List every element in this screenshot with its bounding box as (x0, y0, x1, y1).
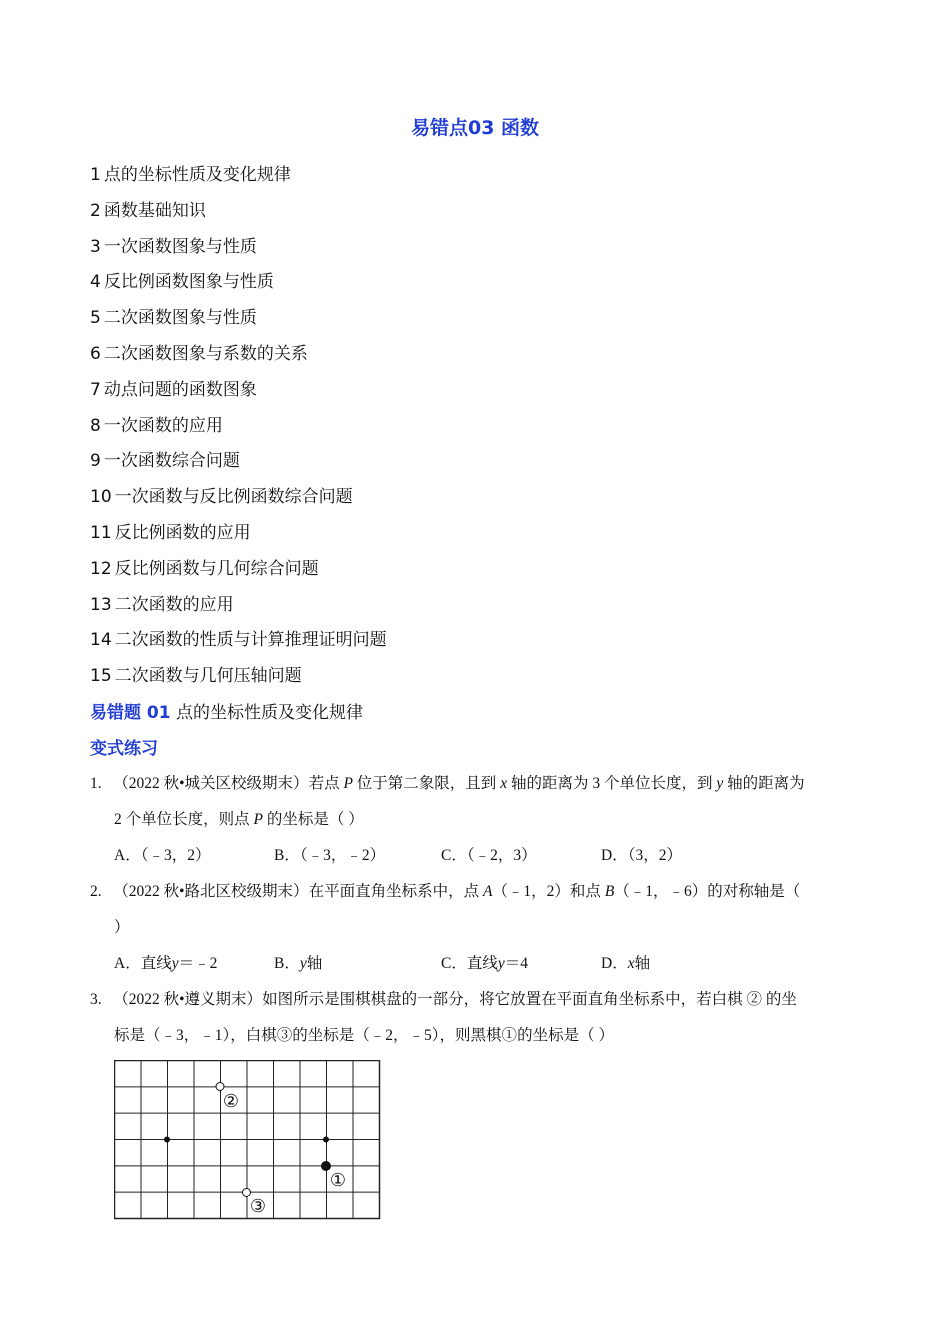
topic-number: 5 (90, 308, 101, 329)
question-1-options (90, 838, 865, 874)
option-d[interactable]: D．（3，2） (601, 847, 682, 864)
question-3-line-2: 标是（﹣3，﹣1），白棋③的坐标是（﹣2，﹣5），则黑棋①的坐标是（ ） (114, 1027, 614, 1044)
topic-number: 9 (90, 451, 101, 472)
topic-number: 7 (90, 379, 101, 400)
label-stone-1: ① (329, 1170, 347, 1191)
topic-text: 二次函数与几何压轴问题 (114, 666, 302, 687)
option-a[interactable]: A．（﹣3，2） (114, 847, 211, 864)
topic-item (90, 482, 387, 518)
topic-number: 15 (90, 666, 112, 687)
topic-text: 反比例函数的应用 (114, 522, 251, 543)
topic-text: 动点问题的函数图象 (103, 379, 257, 400)
topic-item (90, 411, 387, 447)
white-stone-2 (216, 1083, 224, 1091)
section-label: 易错题 01 (90, 703, 171, 723)
option-b[interactable]: B．y轴 (274, 955, 323, 972)
topic-text: 点的坐标性质及变化规律 (103, 165, 291, 185)
topic-item (90, 554, 387, 590)
topic-number: 1 (90, 165, 101, 185)
topic-number: 4 (90, 272, 101, 293)
option-d[interactable]: D．x轴 (601, 955, 651, 972)
topic-list (90, 160, 387, 697)
question-1 (90, 766, 865, 874)
topic-item (90, 625, 387, 661)
topic-number: 8 (90, 415, 101, 436)
topic-item (90, 518, 387, 554)
topic-item (90, 232, 387, 268)
question-3 (90, 982, 865, 1054)
topic-number: 11 (90, 522, 112, 543)
label-stone-3: ③ (249, 1196, 267, 1217)
section-heading (90, 698, 363, 728)
topic-text: 一次函数综合问题 (103, 451, 240, 472)
star-point (164, 1137, 170, 1143)
topic-item (90, 446, 387, 482)
topic-text: 函数基础知识 (103, 200, 206, 221)
topic-item (90, 160, 387, 196)
topic-number: 3 (90, 236, 101, 257)
topic-number: 14 (90, 630, 112, 651)
topic-item (90, 303, 387, 339)
question-3-line-1: 3. （2022 秋•遵义期末）如图所示是围棋棋盘的一部分，将它放置在平面直角坐标系中，若白棋 ② 的坐 (90, 991, 797, 1008)
topic-item (90, 267, 387, 303)
option-c[interactable]: C．（﹣2，3） (441, 847, 537, 864)
topic-text: 二次函数图象与系数的关系 (103, 343, 308, 364)
option-b[interactable]: B．（﹣3，﹣2） (274, 847, 386, 864)
topic-text: 一次函数的应用 (103, 415, 223, 436)
option-c[interactable]: C．直线y＝4 (441, 955, 528, 972)
topic-item (90, 339, 387, 375)
question-2 (90, 874, 865, 982)
practice-label: 变式练习 (90, 739, 158, 759)
topic-item (90, 196, 387, 232)
question-2-line-1: 2. （2022 秋•路北区校级期末）在平面直角坐标系中，点 A（﹣1，2）和点 B（﹣1，﹣6）的对称轴是（ (90, 883, 801, 900)
topic-number: 2 (90, 200, 101, 221)
topic-item (90, 590, 387, 626)
label-stone-2: ② (222, 1091, 240, 1112)
topic-number: 6 (90, 343, 101, 364)
practice-heading (90, 734, 158, 764)
question-1-line-1: 1. （2022 秋•城关区校级期末）若点 P 位于第二象限，且到 x 轴的距离为 3 个单位长度，到 y 轴的距离为 (90, 775, 805, 792)
topic-number: 12 (90, 558, 112, 579)
topic-item (90, 375, 387, 411)
topic-text: 一次函数与反比例函数综合问题 (114, 487, 353, 508)
topic-number: 13 (90, 594, 112, 615)
topic-text: 二次函数的应用 (114, 594, 234, 615)
topic-item (90, 661, 387, 697)
go-board-figure (114, 1060, 382, 1226)
topic-number: 10 (90, 487, 112, 508)
option-a[interactable]: A．直线y＝﹣2 (114, 955, 218, 972)
go-board (114, 1060, 382, 1222)
question-2-options (90, 946, 865, 982)
topic-text: 一次函数图象与性质 (103, 236, 257, 257)
question-2-line-2: ） (114, 919, 130, 936)
section-text: 点的坐标性质及变化规律 (175, 703, 363, 723)
star-point (323, 1137, 329, 1143)
topic-text: 二次函数图象与性质 (103, 308, 257, 329)
page-title: 易错点03 函数 (410, 117, 540, 139)
question-1-line-2: 2 个单位长度，则点 P 的坐标是（ ） (114, 811, 364, 828)
topic-text: 二次函数的性质与计算推理证明问题 (114, 630, 387, 651)
topic-text: 反比例函数图象与性质 (103, 272, 274, 293)
topic-text: 反比例函数与几何综合问题 (114, 558, 319, 579)
